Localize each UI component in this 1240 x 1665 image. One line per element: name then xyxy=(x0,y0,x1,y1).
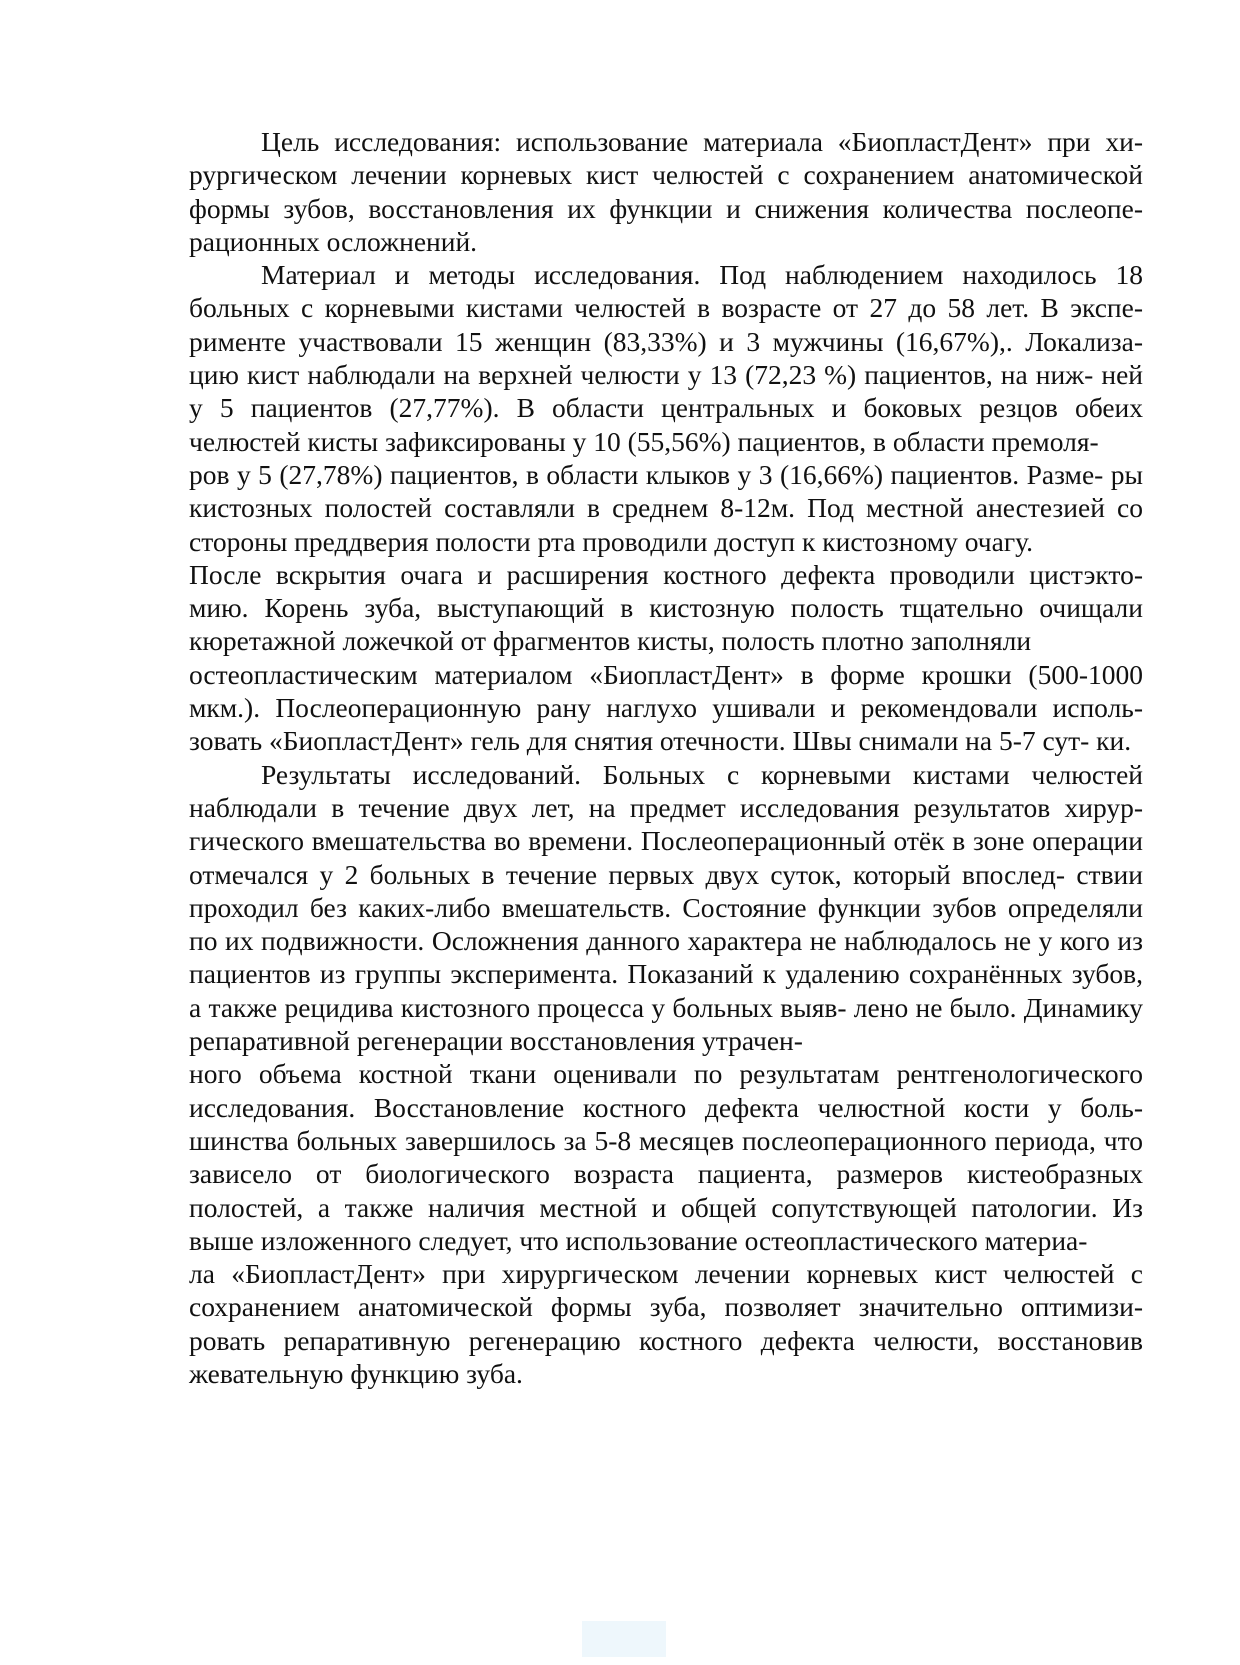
paragraph-materials-methods: Материал и методы исследования. Под наблюдением находилось 18 больных с корневыми кистами челюстей в возрасте от 27 до 58 лет. В экспе- рименте участвовали 15 женщин (83,33%) и 3 мужчины (16,67%),. Локализа- цию кист наблюдали на верхней челюсти у 13 (72,23 %) пациентов, на ниж- ней у 5 пациентов (27,77%). В области центральных и боковых резцов обеих челюстей кисты зафиксированы у 10 (55,56%) пациентов, в области премоля- xyxy=(189,259,1143,457)
paragraph-materials-methods-continued: ров у 5 (27,78%) пациентов, в области клыков у 3 (16,66%) пациентов. Разме- ры кистозных полостей составляли в среднем 8-12м. Под местной анестезией со стороны преддверия полости рта проводили доступ к кистозному очагу. xyxy=(189,458,1143,557)
paragraph-procedure-continued: остеопластическим материалом «БиопластДент» в форме крошки (500-1000 мкм.). Послеоперационную рану наглухо ушивали и рекомендовали исполь- зовать «БиопластДент» гель для снятия отечности. Швы снимали на 5-7 сут- ки. xyxy=(189,658,1143,757)
paragraph-conclusion: ла «БиопластДент» при хирургическом лечении корневых кист челюстей с сохранением анатомической формы зуба, позволяет значительно оптимизи- ровать репаративную регенерацию костного дефекта челюсти, восстановив жевательную функцию зуба. xyxy=(189,1258,1143,1389)
paragraph-results-continued: ного объема костной ткани оценивали по результатам рентгенологического исследования. Восстановление костного дефекта челюстной кости у боль- шинства больных завершилось за 5-8 месяцев послеоперационного периода, что зависело от биологического возраста пациента, размеров кистеобразных полостей, а также наличия местной и общей сопутствующей патологии. Из выше изложенного следует, что использование остеопластического материа- xyxy=(189,1058,1143,1256)
paragraph-procedure: После вскрытия очага и расширения костного дефекта проводили цистэкто- мию. Корень зуба, выступающий в кистозную полость тщательно очищали кюретажной ложечкой от фрагментов кисты, полость плотно заполняли xyxy=(189,558,1143,657)
page-footer-marker xyxy=(582,1621,666,1657)
document-page xyxy=(189,125,1143,1390)
paragraph-results: Результаты исследований. Больных с корневыми кистами челюстей наблюдали в течение двух лет, на предмет исследования результатов хирур- гического вмешательства во времени. Послеоперационный отёк в зоне операции отмечался у 2 больных в течение первых двух суток, который впослед- ствии проходил без каких-либо вмешательств. Состояние функции зубов определяли по их подвижности. Осложнения данного характера не наблюдалось не у кого из пациентов из группы эксперимента. Показаний к удалению сохранённых зубов, а также рецидива кистозного процесса у больных выяв- лено не было. Динамику репаративной регенерации восстановления утрачен- xyxy=(189,758,1143,1057)
paragraph-study-goal: Цель исследования: использование материала «БиопластДент» при хи- рургическом лечении корневых кист челюстей с сохранением анатомической формы зубов, восстановления их функции и снижения количества послеопе- рационных осложнений. xyxy=(189,126,1143,257)
